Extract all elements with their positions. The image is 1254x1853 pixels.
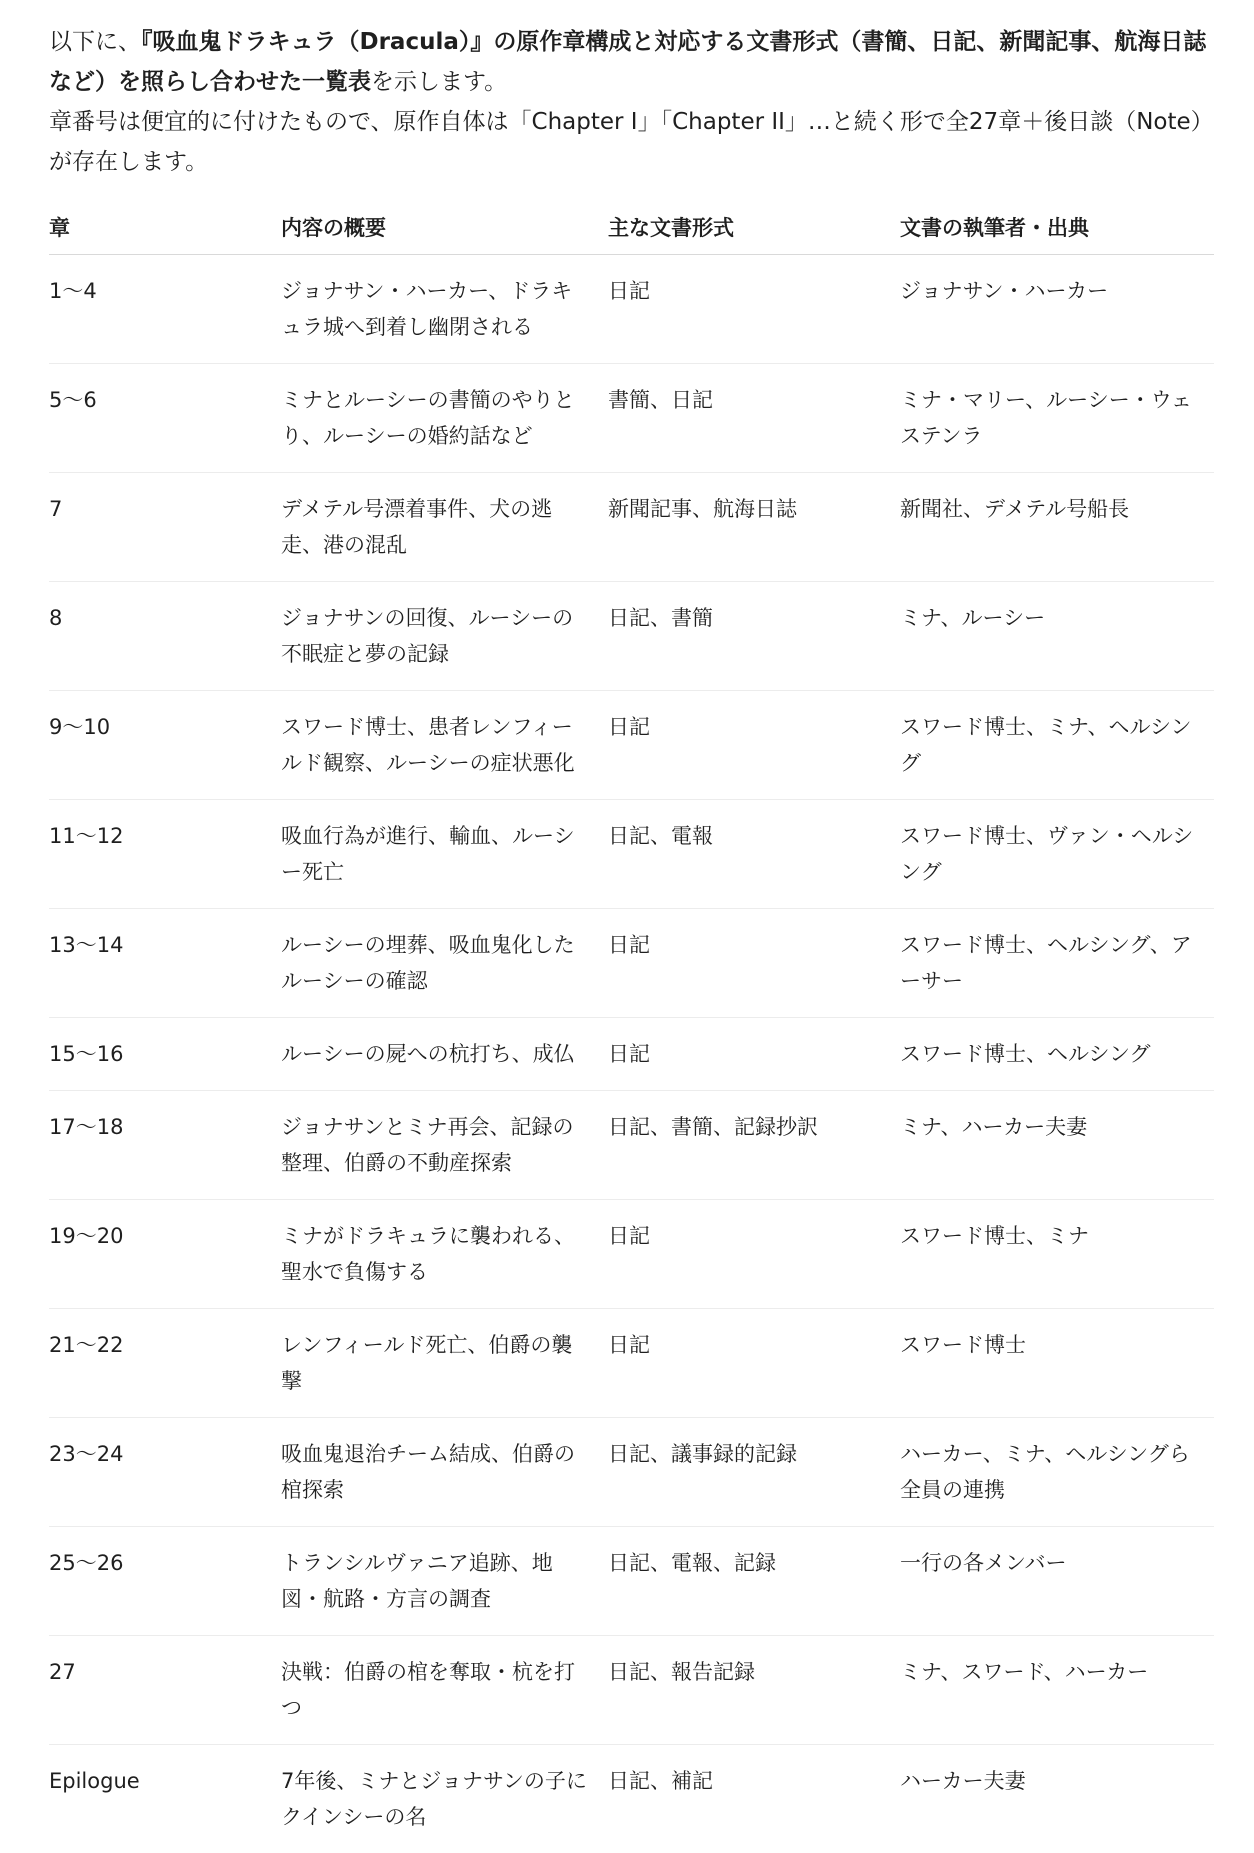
table-row [49, 364, 1214, 473]
cell-chapter: 7 [49, 473, 281, 582]
cell-chapter: 11〜12 [49, 800, 281, 909]
cell-author: ミナ、スワード、ハーカー [900, 1636, 1214, 1745]
table-row [49, 1418, 1214, 1527]
table-row [49, 1527, 1214, 1636]
cell-format: 日記、電報、記録 [608, 1527, 900, 1636]
cell-summary: デメテル号漂着事件、犬の逃走、港の混乱 [281, 473, 608, 582]
cell-format: 日記、報告記録 [608, 1636, 900, 1745]
cell-format: 新聞記事、航海日誌 [608, 473, 900, 582]
cell-format: 日記 [608, 691, 900, 800]
table-body [49, 255, 1214, 1853]
cell-format: 書簡、日記 [608, 364, 900, 473]
cell-format: 日記、議事録的記録 [608, 1418, 900, 1527]
cell-summary: ジョナサン・ハーカー、ドラキュラ城へ到着し幽閉される [281, 255, 608, 364]
cell-chapter: 17〜18 [49, 1091, 281, 1200]
cell-chapter: 25〜26 [49, 1527, 281, 1636]
cell-chapter: 27 [49, 1636, 281, 1745]
table-row [49, 1018, 1214, 1091]
header-format: 主な文書形式 [608, 194, 900, 255]
table-row [49, 582, 1214, 691]
table-row [49, 255, 1214, 364]
table-row [49, 1636, 1214, 1745]
cell-summary: ルーシーの埋葬、吸血鬼化したルーシーの確認 [281, 909, 608, 1018]
table-row [49, 800, 1214, 909]
cell-summary: ジョナサンとミナ再会、記録の整理、伯爵の不動産探索 [281, 1091, 608, 1200]
cell-chapter: 1〜4 [49, 255, 281, 364]
cell-format: 日記、電報 [608, 800, 900, 909]
cell-summary: ジョナサンの回復、ルーシーの不眠症と夢の記録 [281, 582, 608, 691]
cell-summary: トランシルヴァニア追跡、地図・航路・方言の調査 [281, 1527, 608, 1636]
cell-summary: 吸血行為が進行、輸血、ルーシー死亡 [281, 800, 608, 909]
cell-format: 日記、書簡 [608, 582, 900, 691]
cell-chapter: 23〜24 [49, 1418, 281, 1527]
cell-author: 新聞社、デメテル号船長 [900, 473, 1214, 582]
cell-summary: スワード博士、患者レンフィールド観察、ルーシーの症状悪化 [281, 691, 608, 800]
intro [49, 22, 1214, 182]
table-header-row [49, 194, 1214, 255]
cell-format: 日記 [608, 909, 900, 1018]
cell-summary: ミナがドラキュラに襲われる、聖水で負傷する [281, 1200, 608, 1309]
cell-chapter: Epilogue [49, 1745, 281, 1853]
cell-author: ミナ、ルーシー [900, 582, 1214, 691]
table-row [49, 1309, 1214, 1418]
cell-format: 日記 [608, 1018, 900, 1091]
cell-summary: 吸血鬼退治チーム結成、伯爵の棺探索 [281, 1418, 608, 1527]
header-author: 文書の執筆者・出典 [900, 194, 1214, 255]
cell-format: 日記 [608, 1200, 900, 1309]
cell-author: スワード博士、ヴァン・ヘルシング [900, 800, 1214, 909]
cell-author: ハーカー夫妻 [900, 1745, 1214, 1853]
cell-summary: 7年後、ミナとジョナサンの子にクインシーの名 [281, 1745, 608, 1853]
cell-format: 日記 [608, 255, 900, 364]
table-row [49, 1745, 1214, 1853]
table-row [49, 691, 1214, 800]
cell-author: スワード博士、ヘルシング、アーサー [900, 909, 1214, 1018]
intro-text-bold: 『吸血鬼ドラキュラ（Dracula）』の原作章構成と対応する文書形式（書簡、日記、新聞記事、航海日誌など）を照らし合わせた一覧表 [49, 29, 1206, 95]
cell-summary: ルーシーの屍への杭打ち、成仏 [281, 1018, 608, 1091]
cell-chapter: 8 [49, 582, 281, 691]
cell-summary: レンフィールド死亡、伯爵の襲撃 [281, 1309, 608, 1418]
cell-author: スワード博士、ヘルシング [900, 1018, 1214, 1091]
cell-chapter: 13〜14 [49, 909, 281, 1018]
cell-format: 日記、書簡、記録抄訳 [608, 1091, 900, 1200]
header-summary: 内容の概要 [281, 194, 608, 255]
header-chapter: 章 [49, 194, 281, 255]
cell-format: 日記 [608, 1309, 900, 1418]
cell-chapter: 19〜20 [49, 1200, 281, 1309]
cell-chapter: 5〜6 [49, 364, 281, 473]
cell-author: スワード博士、ミナ [900, 1200, 1214, 1309]
chapter-table [49, 194, 1214, 1853]
intro-paragraph-1 [49, 22, 1214, 102]
cell-author: スワード博士、ミナ、ヘルシング [900, 691, 1214, 800]
cell-chapter: 9〜10 [49, 691, 281, 800]
table-row [49, 909, 1214, 1018]
cell-chapter: 15〜16 [49, 1018, 281, 1091]
cell-author: ハーカー、ミナ、ヘルシングら全員の連携 [900, 1418, 1214, 1527]
table-row [49, 473, 1214, 582]
cell-author: スワード博士 [900, 1309, 1214, 1418]
cell-author: ミナ、ハーカー夫妻 [900, 1091, 1214, 1200]
intro-paragraph-2: 章番号は便宜的に付けたもので、原作自体は「Chapter I」「Chapter II」…と続く形で全27章＋後日談（Note）が存在します。 [49, 102, 1214, 182]
cell-author: 一行の各メンバー [900, 1527, 1214, 1636]
cell-author: ジョナサン・ハーカー [900, 255, 1214, 364]
cell-author: ミナ・マリー、ルーシー・ウェステンラ [900, 364, 1214, 473]
cell-summary: 決戦：伯爵の棺を奪取・杭を打つ [281, 1636, 608, 1745]
cell-summary: ミナとルーシーの書簡のやりとり、ルーシーの婚約話など [281, 364, 608, 473]
intro-text-post: を示します。 [371, 69, 507, 95]
cell-format: 日記、補記 [608, 1745, 900, 1853]
cell-chapter: 21〜22 [49, 1309, 281, 1418]
table-row [49, 1200, 1214, 1309]
table-row [49, 1091, 1214, 1200]
intro-text-pre: 以下に、 [49, 29, 141, 55]
